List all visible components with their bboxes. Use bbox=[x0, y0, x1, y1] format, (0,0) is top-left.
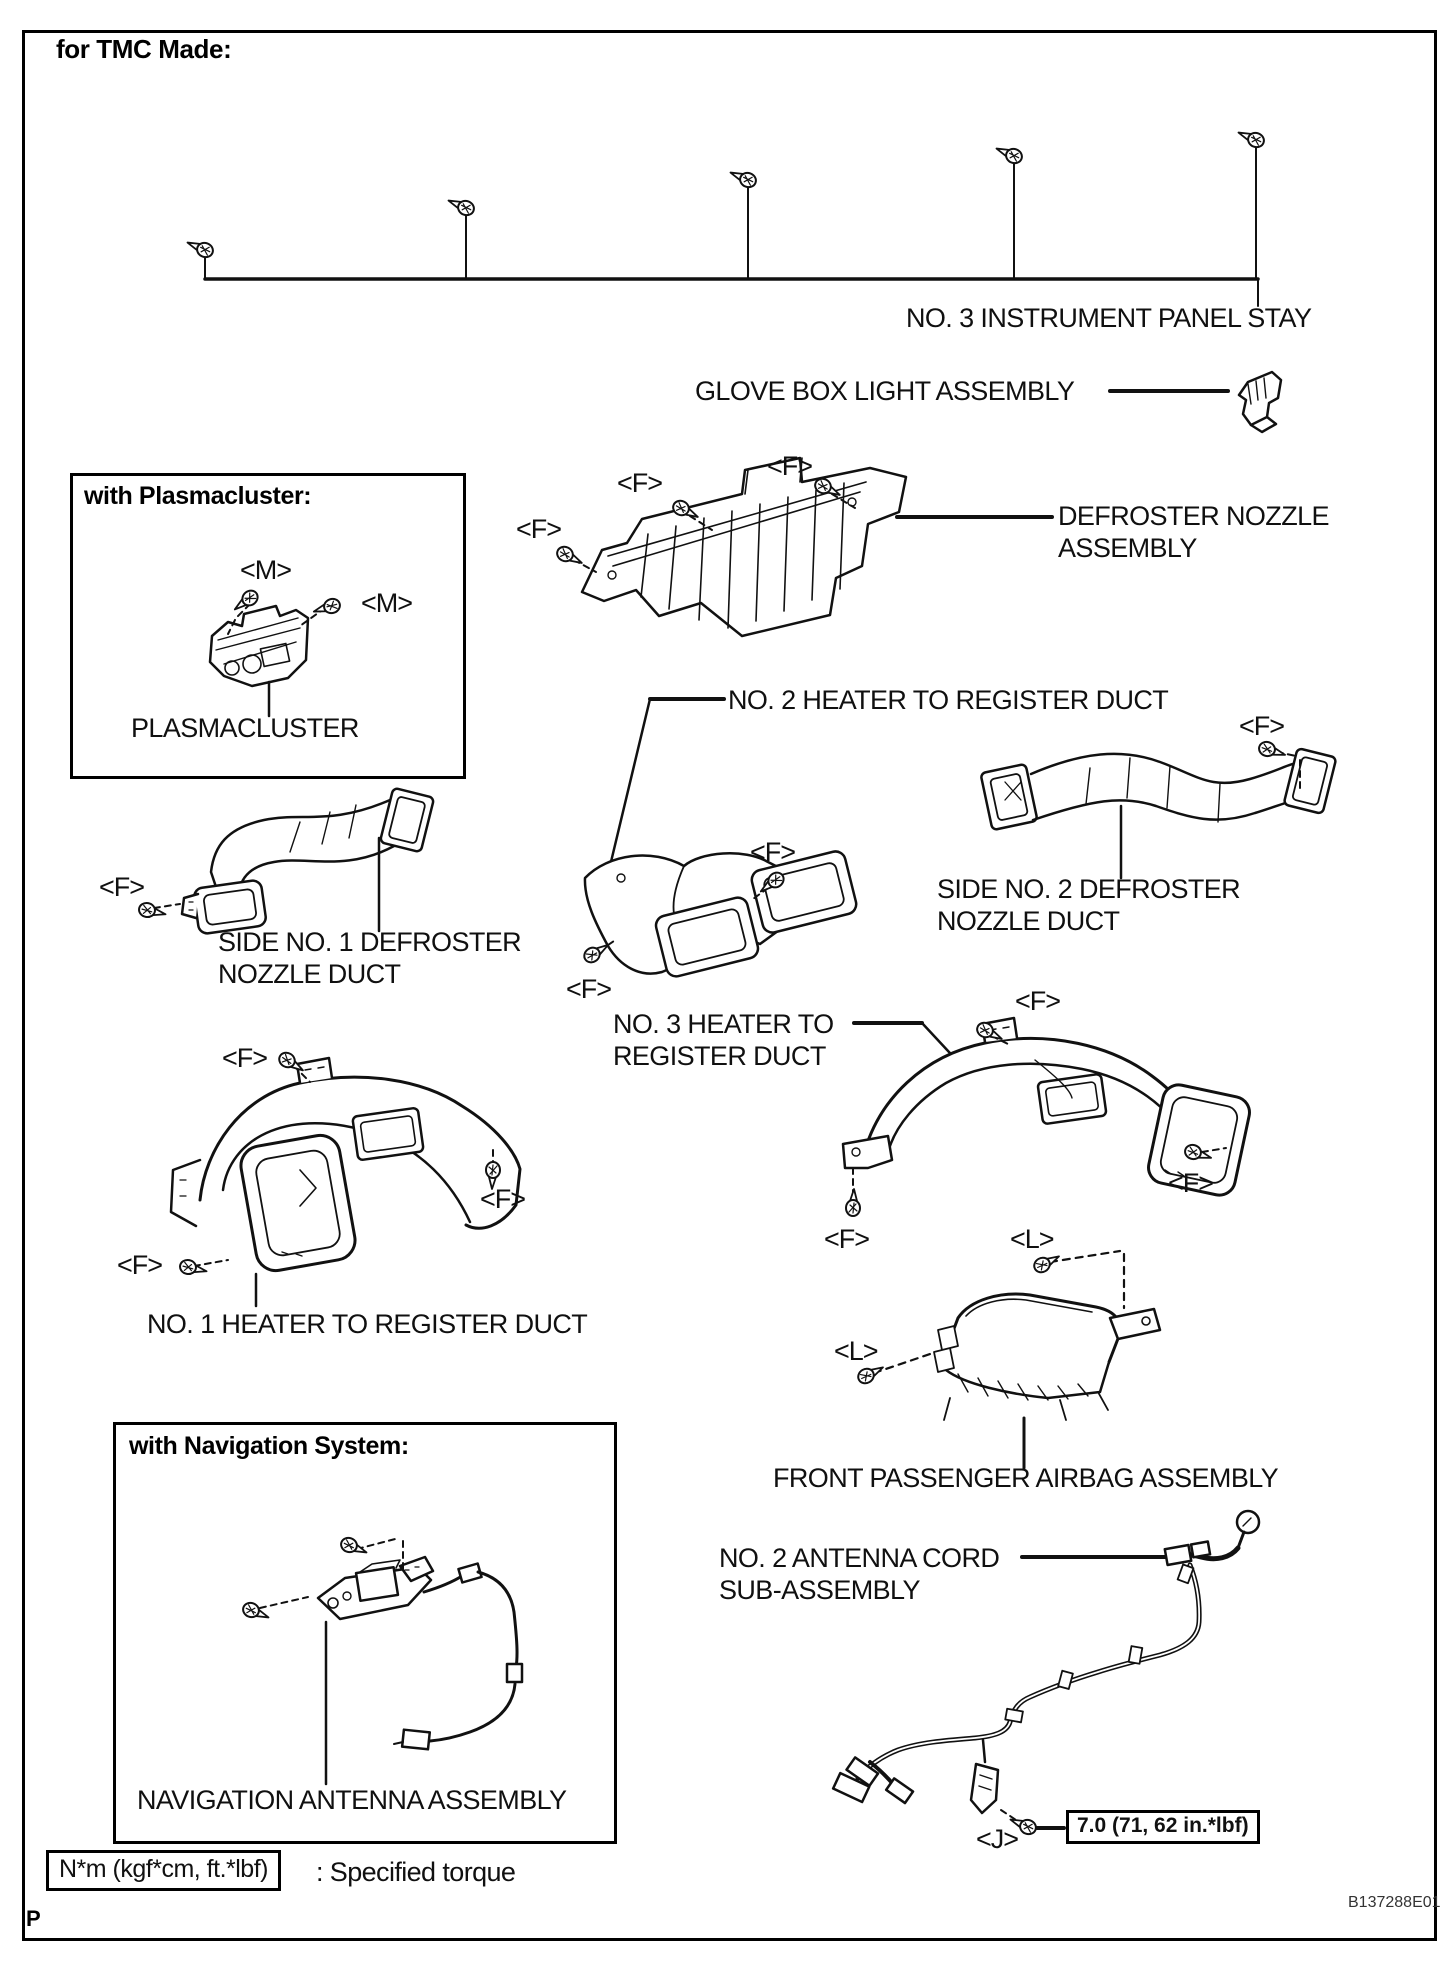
screw-icon bbox=[846, 1189, 860, 1216]
marker-f-icon: <F> bbox=[1015, 986, 1061, 1016]
marker-l-icon: <L> bbox=[834, 1336, 878, 1366]
screw-icon bbox=[138, 902, 167, 920]
label-no3-heater-2: REGISTER DUCT bbox=[613, 1041, 826, 1071]
screw-icon bbox=[1236, 127, 1266, 149]
navigation-inset-box bbox=[113, 1422, 617, 1844]
no1-heater-to-register-duct-part bbox=[171, 1058, 520, 1306]
screw-icon bbox=[555, 544, 585, 568]
glove-box-light-part bbox=[1110, 372, 1281, 432]
marker-f-icon: <F> bbox=[516, 514, 562, 544]
label-navigation-antenna-assembly: NAVIGATION ANTENNA ASSEMBLY bbox=[137, 1785, 567, 1815]
label-side-no1-defroster-1: SIDE NO. 1 DEFROSTER bbox=[218, 927, 522, 957]
marker-f-icon: <F> bbox=[222, 1043, 268, 1073]
marker-f-icon: <F> bbox=[617, 468, 663, 498]
no3-instrument-panel-stay-part bbox=[205, 148, 1258, 306]
marker-f-icon: <F> bbox=[117, 1250, 163, 1280]
marker-f-icon: <F> bbox=[1239, 711, 1285, 741]
label-no3-instrument-panel-stay: NO. 3 INSTRUMENT PANEL STAY bbox=[906, 303, 1312, 333]
label-no2-antenna-cord-1: NO. 2 ANTENNA CORD bbox=[719, 1543, 1000, 1573]
screw-icon bbox=[994, 143, 1024, 165]
marker-f-icon: <F> bbox=[824, 1224, 870, 1254]
marker-f-icon: <F> bbox=[480, 1184, 526, 1214]
label-no1-heater-to-register-duct: NO. 1 HEATER TO REGISTER DUCT bbox=[147, 1309, 588, 1339]
marker-m-icon: <M> bbox=[361, 588, 413, 618]
label-side-no1-defroster-2: NOZZLE DUCT bbox=[218, 959, 401, 989]
side-no1-defroster-nozzle-duct-part bbox=[154, 788, 434, 935]
marker-j-icon: <J> bbox=[976, 1824, 1019, 1854]
marker-f-icon: <F> bbox=[750, 837, 796, 867]
torque-note-text: : Specified torque bbox=[316, 1857, 516, 1887]
torque-spec-box: 7.0 (71, 62 in.*lbf) bbox=[1066, 1810, 1260, 1844]
plasmacluster-inset-title: with Plasmacluster: bbox=[84, 482, 312, 510]
label-glove-box-light-assembly: GLOVE BOX LIGHT ASSEMBLY bbox=[695, 376, 1075, 406]
page-letter: P bbox=[26, 1906, 41, 1931]
label-no3-heater-1: NO. 3 HEATER TO bbox=[613, 1009, 834, 1039]
label-defroster-nozzle-2: ASSEMBLY bbox=[1058, 533, 1197, 563]
screw-icon bbox=[1257, 740, 1287, 761]
screw-icon bbox=[446, 195, 476, 217]
marker-f-icon: <F> bbox=[99, 872, 145, 902]
label-plasmacluster: PLASMACLUSTER bbox=[131, 713, 359, 743]
marker-m-icon: <M> bbox=[240, 555, 292, 585]
label-side-no2-defroster-2: NOZZLE DUCT bbox=[937, 906, 1120, 936]
side-no2-defroster-nozzle-duct-part bbox=[980, 748, 1336, 878]
marker-f-icon: <F> bbox=[1168, 1168, 1214, 1198]
no2-heater-to-register-duct-part bbox=[585, 699, 858, 978]
torque-unit-box: N*m (kgf*cm, ft.*lbf) bbox=[46, 1850, 281, 1891]
front-passenger-airbag-part bbox=[874, 1251, 1160, 1468]
screw-icon bbox=[179, 1259, 208, 1277]
label-front-passenger-airbag: FRONT PASSENGER AIRBAG ASSEMBLY bbox=[773, 1463, 1279, 1493]
label-no2-antenna-cord-2: SUB-ASSEMBLY bbox=[719, 1575, 920, 1605]
figure-code: B137288E01 bbox=[1348, 1894, 1441, 1911]
screw-icon bbox=[728, 167, 758, 189]
navigation-inset-title: with Navigation System: bbox=[129, 1432, 409, 1460]
screw-icon bbox=[185, 237, 215, 259]
label-defroster-nozzle-1: DEFROSTER NOZZLE bbox=[1058, 501, 1329, 531]
variant-header: for TMC Made: bbox=[56, 34, 232, 64]
marker-f-icon: <F> bbox=[566, 974, 612, 1004]
marker-f-icon: <F> bbox=[767, 451, 813, 481]
label-side-no2-defroster-1: SIDE NO. 2 DEFROSTER bbox=[937, 874, 1241, 904]
marker-l-icon: <L> bbox=[1010, 1224, 1054, 1254]
label-no2-heater-to-register-duct: NO. 2 HEATER TO REGISTER DUCT bbox=[728, 685, 1169, 715]
